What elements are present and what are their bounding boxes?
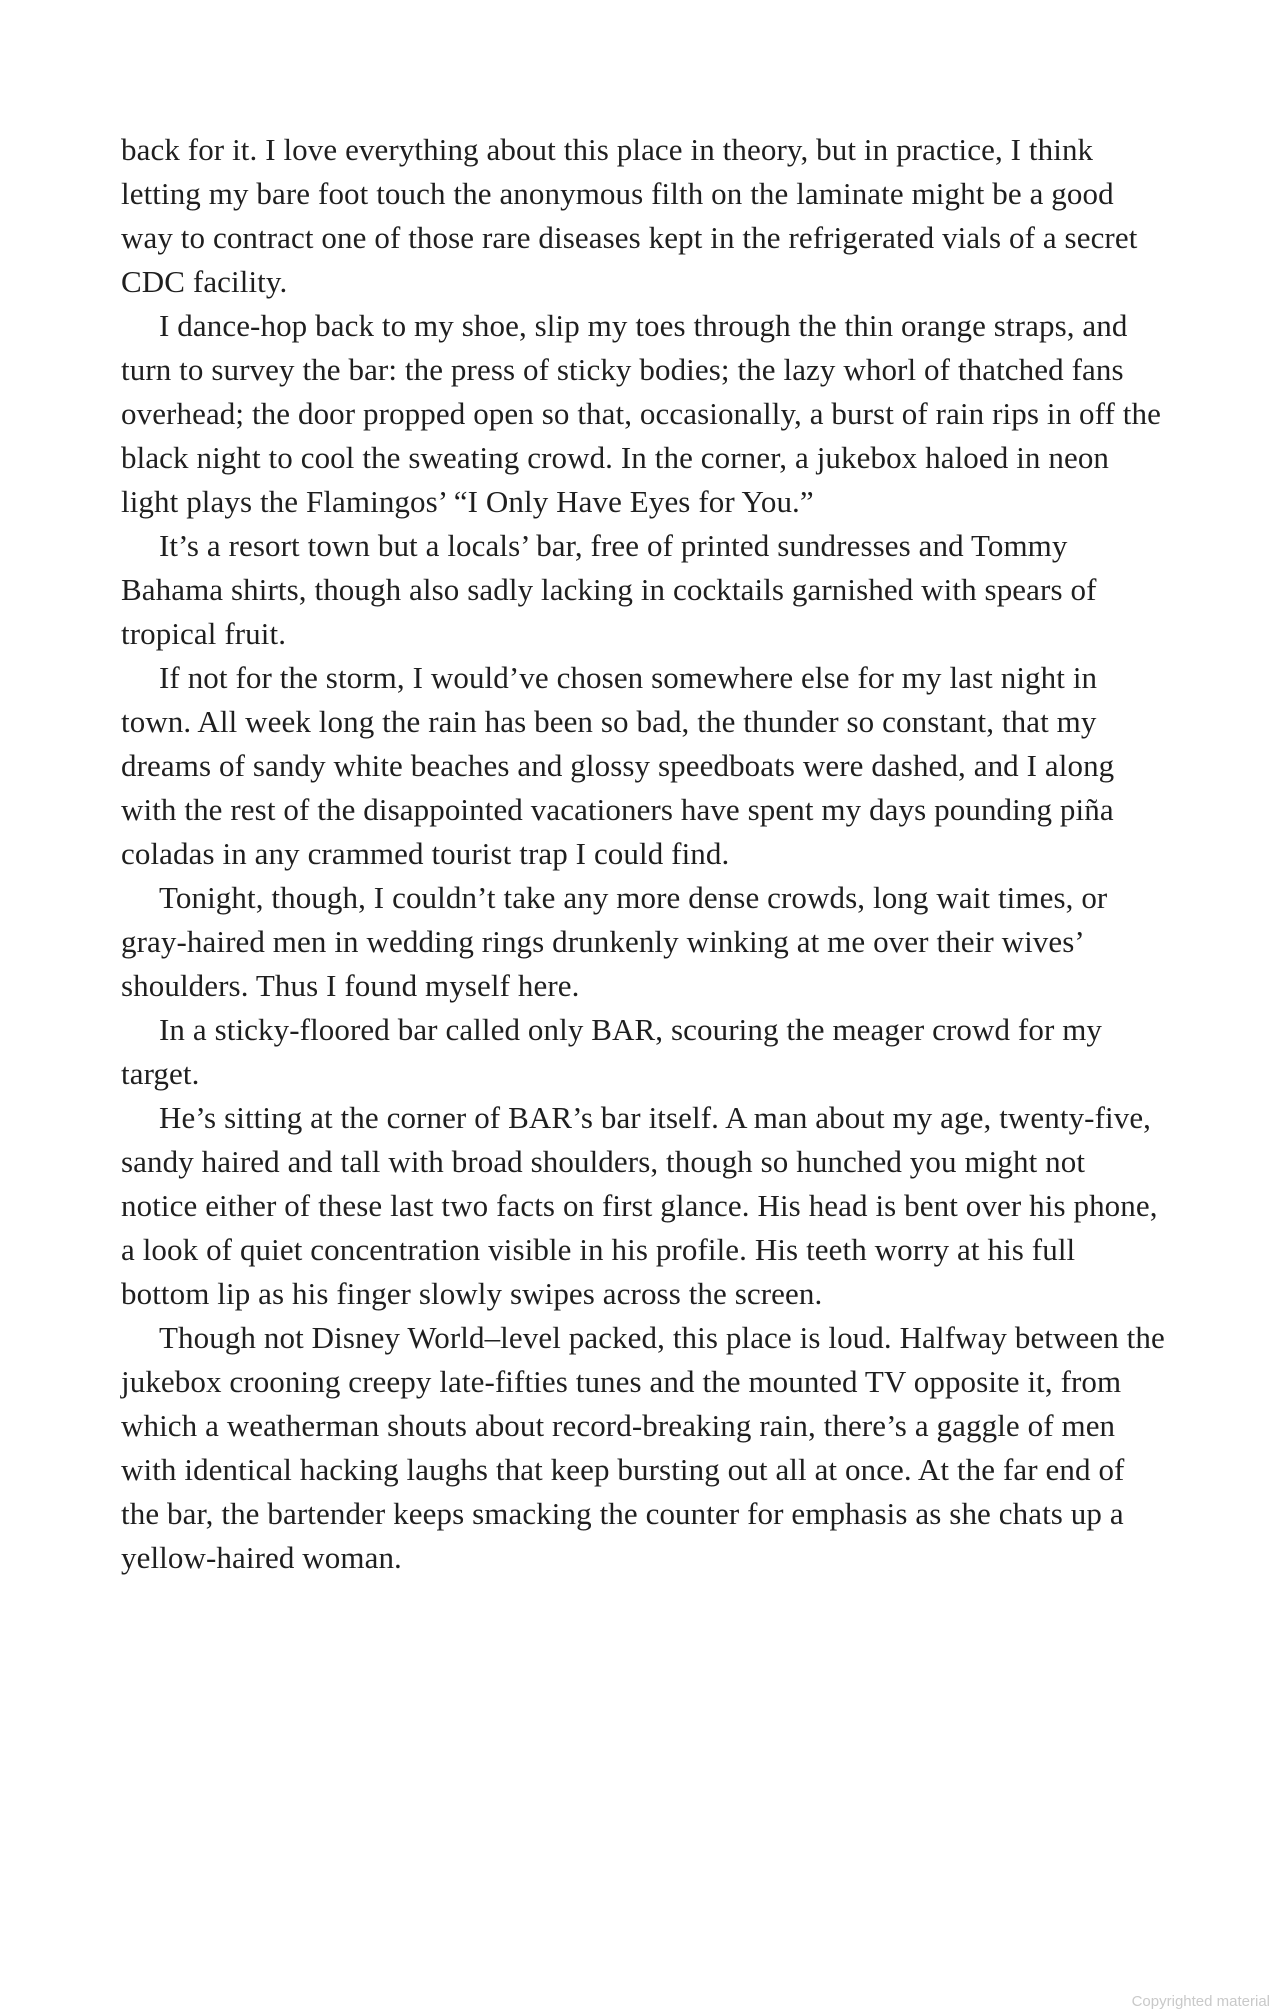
paragraph: He’s sitting at the corner of BAR’s bar itself. A man about my age, twenty-five, sandy haired and tall with broad shoulders, though so hunched you might not notice either of these last two facts on first glance. His head is bent over his phone, a look of quiet concentration visible in his profile. His teeth worry at his full bottom lip as his finger slowly swipes across the screen.: [121, 1100, 1158, 1311]
paragraph: It’s a resort town but a locals’ bar, free of printed sundresses and Tommy Bahama shirts, though also sadly lacking in cocktails garnished with spears of tropical fruit.: [121, 528, 1097, 651]
copyright-watermark: Copyrighted material: [1131, 1993, 1270, 2010]
paragraph: back for it. I love everything about this place in theory, but in practice, I think letting my bare foot touch the anonymous filth on the laminate might be a good way to contract one of those rare diseases kept in the refrigerated vials of a secret CDC facility.: [121, 132, 1138, 299]
paragraph: Tonight, though, I couldn’t take any more dense crowds, long wait times, or gray-haired men in wedding rings drunkenly winking at me over their wives’ shoulders. Thus I found myself here.: [121, 880, 1108, 1003]
paragraph: If not for the storm, I would’ve chosen somewhere else for my last night in town. All week long the rain has been so bad, the thunder so constant, that my dreams of sandy white beaches and glossy speedboats were dashed, and I along with the rest of the disappointed vacationers have spent my days pounding piña coladas in any crammed tourist trap I could find.: [121, 660, 1115, 871]
paragraph: I dance-hop back to my shoe, slip my toes through the thin orange straps, and turn to survey the bar: the press of sticky bodies; the lazy whorl of thatched fans overhead; the door propped open so that, occasionally, a burst of rain rips in off the black night to cool the sweating crowd. In the corner, a jukebox haloed in neon light plays the Flamingos’ “I Only Have Eyes for You.”: [121, 308, 1161, 519]
paragraph: Though not Disney World–level packed, this place is loud. Halfway between the jukebox crooning creepy late-fifties tunes and the mounted TV opposite it, from which a weatherman shouts about record-breaking rain, there’s a gaggle of men with identical hacking laughs that keep bursting out all at once. At the far end of the bar, the bartender keeps smacking the counter for emphasis as she chats up a yellow-haired woman.: [121, 1320, 1165, 1575]
page-text: [121, 128, 1169, 1580]
paragraph: In a sticky-floored bar called only BAR, scouring the meager crowd for my target.: [121, 1012, 1103, 1091]
